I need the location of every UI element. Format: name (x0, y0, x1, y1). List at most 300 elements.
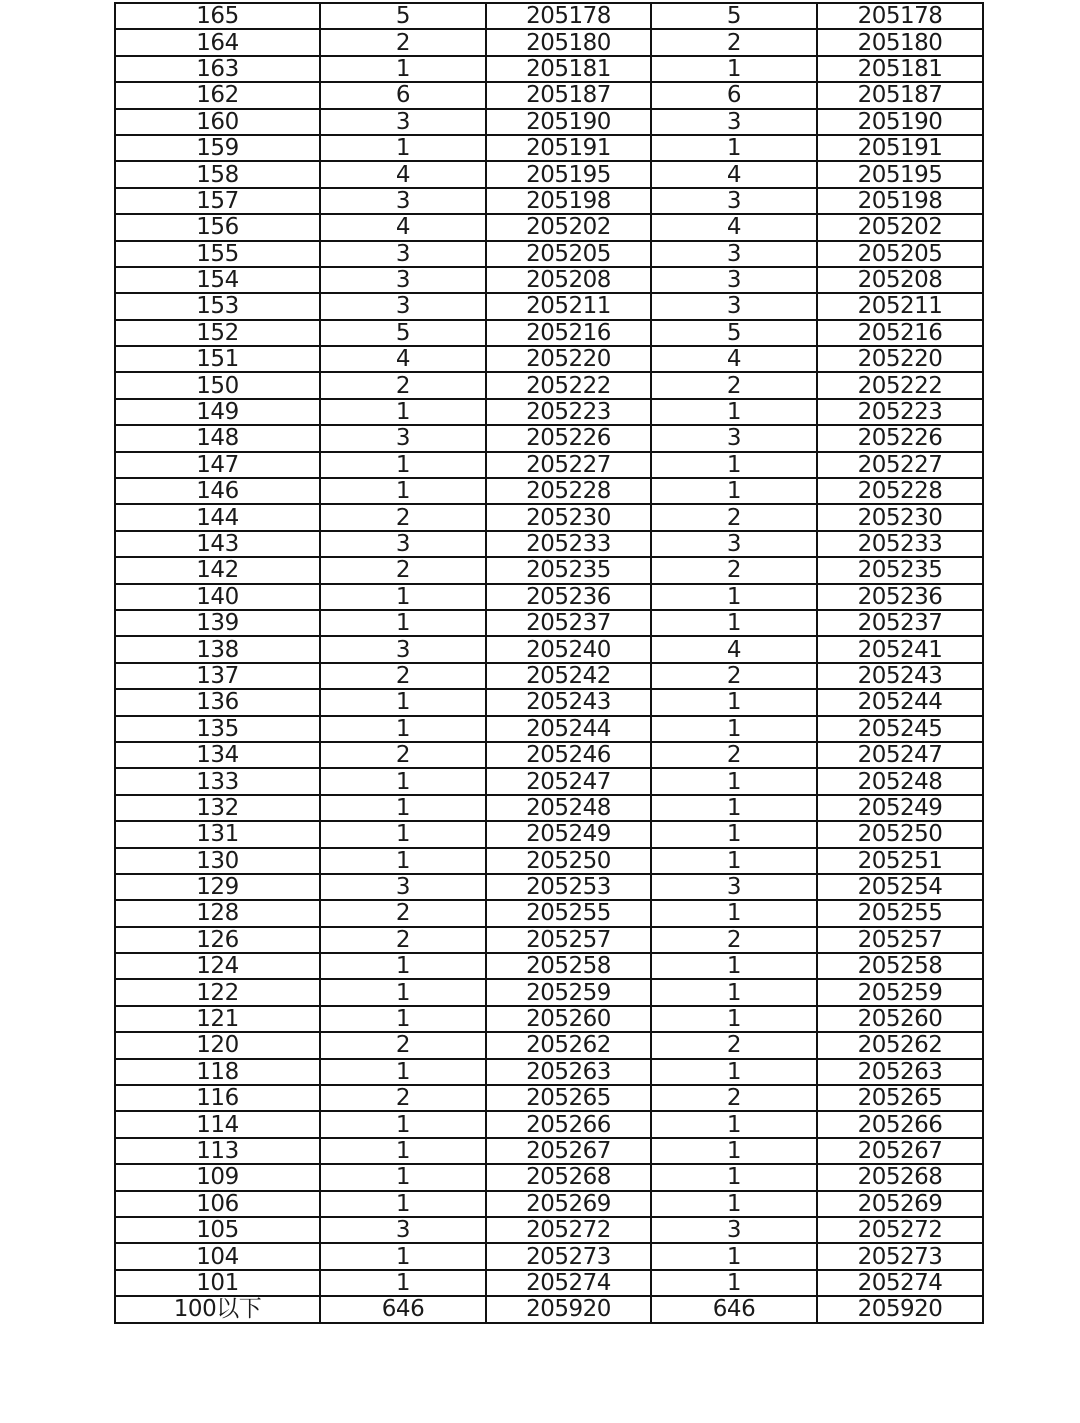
cumulative-cell: 205263 (486, 1059, 651, 1085)
cumulative-cell: 205236 (486, 584, 651, 610)
cumulative-cell: 205248 (486, 795, 651, 821)
score-cell: 136 (115, 689, 320, 715)
cumulative-cell: 205253 (486, 874, 651, 900)
count-cell: 1 (320, 1138, 486, 1164)
count-cell: 1 (320, 1164, 486, 1190)
score-cell: 106 (115, 1191, 320, 1217)
cumulative-cell-2: 205265 (817, 1085, 983, 1111)
score-cell: 104 (115, 1243, 320, 1269)
cumulative-cell-2: 205190 (817, 109, 983, 135)
cumulative-cell: 205272 (486, 1217, 651, 1243)
count-cell-2: 1 (651, 1243, 817, 1269)
score-cell: 154 (115, 267, 320, 293)
cumulative-cell-2: 205237 (817, 610, 983, 636)
table-row (115, 504, 983, 530)
count-cell-2: 4 (651, 214, 817, 240)
count-cell-2: 1 (651, 848, 817, 874)
score-cell: 156 (115, 214, 320, 240)
cumulative-cell-2: 205235 (817, 557, 983, 583)
score-cell: 146 (115, 478, 320, 504)
score-cell: 139 (115, 610, 320, 636)
cumulative-cell: 205273 (486, 1243, 651, 1269)
score-cell: 101 (115, 1270, 320, 1296)
cumulative-cell-2: 205268 (817, 1164, 983, 1190)
score-cell: 113 (115, 1138, 320, 1164)
count-cell: 1 (320, 821, 486, 847)
count-cell: 3 (320, 531, 486, 557)
cumulative-cell: 205205 (486, 241, 651, 267)
count-cell: 3 (320, 874, 486, 900)
table-row (115, 584, 983, 610)
cumulative-cell-2: 205272 (817, 1217, 983, 1243)
table-row (115, 874, 983, 900)
cumulative-cell: 205244 (486, 716, 651, 742)
count-cell: 2 (320, 557, 486, 583)
table-row (115, 293, 983, 319)
table-row (115, 267, 983, 293)
count-cell: 2 (320, 1032, 486, 1058)
cumulative-cell-2: 205222 (817, 372, 983, 398)
cumulative-cell-2: 205248 (817, 768, 983, 794)
cumulative-cell: 205255 (486, 900, 651, 926)
count-cell: 1 (320, 1006, 486, 1032)
count-cell-2: 2 (651, 504, 817, 530)
score-cell: 116 (115, 1085, 320, 1111)
score-cell: 160 (115, 109, 320, 135)
table-row (115, 29, 983, 55)
cumulative-cell: 205191 (486, 135, 651, 161)
table-row (115, 241, 983, 267)
table-row (115, 425, 983, 451)
cumulative-cell: 205211 (486, 293, 651, 319)
count-cell: 3 (320, 267, 486, 293)
cumulative-cell: 205265 (486, 1085, 651, 1111)
cumulative-cell-2: 205269 (817, 1191, 983, 1217)
count-cell: 2 (320, 372, 486, 398)
count-cell-2: 646 (651, 1296, 817, 1322)
score-cell: 165 (115, 3, 320, 29)
cumulative-cell-2: 205216 (817, 320, 983, 346)
cumulative-cell-2: 205211 (817, 293, 983, 319)
cumulative-cell: 205243 (486, 689, 651, 715)
count-cell: 1 (320, 953, 486, 979)
table-row (115, 636, 983, 662)
table-row (115, 161, 983, 187)
score-cell: 124 (115, 953, 320, 979)
score-cell: 157 (115, 188, 320, 214)
count-cell-2: 1 (651, 478, 817, 504)
cumulative-cell: 205246 (486, 742, 651, 768)
cumulative-cell: 205268 (486, 1164, 651, 1190)
score-cell: 109 (115, 1164, 320, 1190)
cumulative-cell-2: 205191 (817, 135, 983, 161)
count-cell-2: 2 (651, 29, 817, 55)
count-cell-2: 2 (651, 372, 817, 398)
count-cell: 4 (320, 214, 486, 240)
table-row (115, 214, 983, 240)
cumulative-cell: 205202 (486, 214, 651, 240)
count-cell: 1 (320, 1191, 486, 1217)
count-cell: 1 (320, 979, 486, 1005)
score-cell: 137 (115, 663, 320, 689)
table-row (115, 1270, 983, 1296)
count-cell-2: 3 (651, 874, 817, 900)
score-cell: 126 (115, 927, 320, 953)
cumulative-cell: 205247 (486, 768, 651, 794)
score-cell: 122 (115, 979, 320, 1005)
count-cell-2: 2 (651, 742, 817, 768)
count-cell-2: 5 (651, 3, 817, 29)
count-cell-2: 2 (651, 927, 817, 953)
score-cell: 162 (115, 82, 320, 108)
count-cell: 1 (320, 610, 486, 636)
table-row (115, 399, 983, 425)
score-distribution-table (114, 2, 984, 1324)
cumulative-cell-2: 205228 (817, 478, 983, 504)
score-cell: 159 (115, 135, 320, 161)
cumulative-cell: 205228 (486, 478, 651, 504)
table-row (115, 478, 983, 504)
count-cell: 1 (320, 135, 486, 161)
table-row (115, 979, 983, 1005)
table-row (115, 795, 983, 821)
count-cell: 5 (320, 3, 486, 29)
cumulative-cell-2: 205266 (817, 1111, 983, 1137)
table-row (115, 1164, 983, 1190)
count-cell-2: 4 (651, 346, 817, 372)
score-cell: 130 (115, 848, 320, 874)
cumulative-cell-2: 205178 (817, 3, 983, 29)
count-cell-2: 1 (651, 1059, 817, 1085)
count-cell-2: 2 (651, 557, 817, 583)
count-cell-2: 3 (651, 425, 817, 451)
count-cell: 3 (320, 425, 486, 451)
cumulative-cell-2: 205258 (817, 953, 983, 979)
count-cell: 2 (320, 504, 486, 530)
table-row (115, 689, 983, 715)
table-row (115, 82, 983, 108)
cumulative-cell-2: 205208 (817, 267, 983, 293)
table-row (115, 610, 983, 636)
table-body (115, 3, 983, 1323)
count-cell: 4 (320, 161, 486, 187)
table-row (115, 1243, 983, 1269)
count-cell: 1 (320, 768, 486, 794)
count-cell-2: 1 (651, 610, 817, 636)
cumulative-cell-2: 205226 (817, 425, 983, 451)
cumulative-cell-2: 205233 (817, 531, 983, 557)
cumulative-cell: 205227 (486, 452, 651, 478)
count-cell-2: 1 (651, 399, 817, 425)
cumulative-cell: 205208 (486, 267, 651, 293)
count-cell: 1 (320, 1243, 486, 1269)
count-cell-2: 1 (651, 1138, 817, 1164)
count-cell-2: 4 (651, 161, 817, 187)
cumulative-cell-2: 205262 (817, 1032, 983, 1058)
cumulative-cell: 205233 (486, 531, 651, 557)
cumulative-cell: 205235 (486, 557, 651, 583)
cumulative-cell-2: 205195 (817, 161, 983, 187)
count-cell: 1 (320, 716, 486, 742)
table-row (115, 953, 983, 979)
score-cell: 153 (115, 293, 320, 319)
table-row (115, 848, 983, 874)
cumulative-cell: 205257 (486, 927, 651, 953)
count-cell: 1 (320, 795, 486, 821)
cumulative-cell-2: 205223 (817, 399, 983, 425)
cumulative-cell-2: 205241 (817, 636, 983, 662)
count-cell: 1 (320, 1059, 486, 1085)
cumulative-cell: 205920 (486, 1296, 651, 1322)
cumulative-cell-2: 205260 (817, 1006, 983, 1032)
score-cell: 148 (115, 425, 320, 451)
score-cell: 121 (115, 1006, 320, 1032)
score-cell: 164 (115, 29, 320, 55)
score-cell: 114 (115, 1111, 320, 1137)
score-cell: 100以下 (115, 1296, 320, 1322)
count-cell-2: 1 (651, 584, 817, 610)
cumulative-cell-2: 205230 (817, 504, 983, 530)
count-cell-2: 3 (651, 1217, 817, 1243)
table-row (115, 372, 983, 398)
table-row (115, 188, 983, 214)
score-cell: 118 (115, 1059, 320, 1085)
cumulative-cell-2: 205202 (817, 214, 983, 240)
score-cell: 140 (115, 584, 320, 610)
count-cell: 2 (320, 29, 486, 55)
cumulative-cell-2: 205247 (817, 742, 983, 768)
count-cell-2: 1 (651, 1111, 817, 1137)
count-cell-2: 3 (651, 188, 817, 214)
table-row (115, 927, 983, 953)
table-row (115, 320, 983, 346)
table-row (115, 109, 983, 135)
cumulative-cell: 205237 (486, 610, 651, 636)
cumulative-cell-2: 205220 (817, 346, 983, 372)
cumulative-cell: 205250 (486, 848, 651, 874)
count-cell: 1 (320, 1111, 486, 1137)
count-cell-2: 3 (651, 109, 817, 135)
table-row (115, 821, 983, 847)
count-cell-2: 1 (651, 1191, 817, 1217)
count-cell: 646 (320, 1296, 486, 1322)
count-cell: 2 (320, 663, 486, 689)
count-cell-2: 1 (651, 1270, 817, 1296)
count-cell-2: 1 (651, 979, 817, 1005)
cumulative-cell-2: 205263 (817, 1059, 983, 1085)
table-row (115, 1217, 983, 1243)
score-cell: 143 (115, 531, 320, 557)
cumulative-cell: 205266 (486, 1111, 651, 1137)
cumulative-cell-2: 205920 (817, 1296, 983, 1322)
count-cell: 2 (320, 742, 486, 768)
table-row (115, 1296, 983, 1322)
table-row (115, 452, 983, 478)
count-cell: 3 (320, 636, 486, 662)
count-cell-2: 5 (651, 320, 817, 346)
count-cell: 1 (320, 584, 486, 610)
cumulative-cell-2: 205245 (817, 716, 983, 742)
cumulative-cell-2: 205205 (817, 241, 983, 267)
count-cell-2: 1 (651, 452, 817, 478)
score-cell: 158 (115, 161, 320, 187)
cumulative-cell: 205181 (486, 56, 651, 82)
cumulative-cell-2: 205249 (817, 795, 983, 821)
cumulative-cell: 205195 (486, 161, 651, 187)
count-cell-2: 1 (651, 900, 817, 926)
count-cell: 6 (320, 82, 486, 108)
score-cell: 120 (115, 1032, 320, 1058)
cumulative-cell: 205223 (486, 399, 651, 425)
count-cell-2: 1 (651, 768, 817, 794)
cumulative-cell-2: 205198 (817, 188, 983, 214)
score-cell: 138 (115, 636, 320, 662)
cumulative-cell-2: 205254 (817, 874, 983, 900)
count-cell: 1 (320, 689, 486, 715)
count-cell-2: 2 (651, 1032, 817, 1058)
count-cell-2: 1 (651, 716, 817, 742)
table-row (115, 3, 983, 29)
cumulative-cell-2: 205180 (817, 29, 983, 55)
cumulative-cell-2: 205250 (817, 821, 983, 847)
table-row (115, 768, 983, 794)
cumulative-cell-2: 205274 (817, 1270, 983, 1296)
cumulative-cell: 205187 (486, 82, 651, 108)
count-cell: 1 (320, 452, 486, 478)
cumulative-cell-2: 205236 (817, 584, 983, 610)
count-cell: 5 (320, 320, 486, 346)
score-cell: 128 (115, 900, 320, 926)
cumulative-cell: 205180 (486, 29, 651, 55)
cumulative-cell-2: 205255 (817, 900, 983, 926)
score-cell: 151 (115, 346, 320, 372)
score-cell: 147 (115, 452, 320, 478)
score-cell: 155 (115, 241, 320, 267)
count-cell-2: 3 (651, 267, 817, 293)
cumulative-cell: 205269 (486, 1191, 651, 1217)
score-cell: 144 (115, 504, 320, 530)
cumulative-cell: 205216 (486, 320, 651, 346)
score-cell: 134 (115, 742, 320, 768)
cumulative-cell: 205259 (486, 979, 651, 1005)
count-cell: 3 (320, 109, 486, 135)
cumulative-cell-2: 205187 (817, 82, 983, 108)
table-row (115, 557, 983, 583)
table-row (115, 346, 983, 372)
cumulative-cell-2: 205251 (817, 848, 983, 874)
cumulative-cell: 205260 (486, 1006, 651, 1032)
count-cell: 4 (320, 346, 486, 372)
count-cell-2: 1 (651, 689, 817, 715)
cumulative-cell: 205190 (486, 109, 651, 135)
table-row (115, 1006, 983, 1032)
count-cell: 3 (320, 1217, 486, 1243)
score-cell: 163 (115, 56, 320, 82)
score-cell: 150 (115, 372, 320, 398)
table-row (115, 531, 983, 557)
count-cell: 2 (320, 927, 486, 953)
count-cell-2: 6 (651, 82, 817, 108)
score-cell: 131 (115, 821, 320, 847)
cumulative-cell: 205242 (486, 663, 651, 689)
count-cell-2: 3 (651, 531, 817, 557)
cumulative-cell: 205267 (486, 1138, 651, 1164)
count-cell: 1 (320, 478, 486, 504)
table-row (115, 56, 983, 82)
count-cell: 2 (320, 1085, 486, 1111)
score-cell: 135 (115, 716, 320, 742)
cumulative-cell-2: 205243 (817, 663, 983, 689)
cumulative-cell-2: 205181 (817, 56, 983, 82)
cumulative-cell: 205226 (486, 425, 651, 451)
cumulative-cell: 205230 (486, 504, 651, 530)
score-cell: 132 (115, 795, 320, 821)
table-row (115, 742, 983, 768)
cumulative-cell-2: 205259 (817, 979, 983, 1005)
table-row (115, 1111, 983, 1137)
cumulative-cell: 205222 (486, 372, 651, 398)
count-cell: 1 (320, 399, 486, 425)
count-cell: 3 (320, 293, 486, 319)
table-row (115, 1032, 983, 1058)
score-cell: 152 (115, 320, 320, 346)
cumulative-cell-2: 205273 (817, 1243, 983, 1269)
cumulative-cell: 205220 (486, 346, 651, 372)
cumulative-cell: 205274 (486, 1270, 651, 1296)
count-cell-2: 1 (651, 821, 817, 847)
cumulative-cell-2: 205267 (817, 1138, 983, 1164)
count-cell: 1 (320, 848, 486, 874)
cumulative-cell: 205178 (486, 3, 651, 29)
cumulative-cell: 205262 (486, 1032, 651, 1058)
count-cell-2: 3 (651, 293, 817, 319)
count-cell-2: 1 (651, 1006, 817, 1032)
count-cell-2: 1 (651, 1164, 817, 1190)
score-cell: 133 (115, 768, 320, 794)
table-row (115, 1085, 983, 1111)
score-cell: 129 (115, 874, 320, 900)
table-row (115, 1191, 983, 1217)
count-cell-2: 1 (651, 56, 817, 82)
count-cell-2: 1 (651, 795, 817, 821)
count-cell-2: 2 (651, 1085, 817, 1111)
cumulative-cell: 205198 (486, 188, 651, 214)
table-row (115, 1059, 983, 1085)
count-cell: 1 (320, 1270, 486, 1296)
count-cell-2: 4 (651, 636, 817, 662)
cumulative-cell: 205240 (486, 636, 651, 662)
cumulative-cell-2: 205244 (817, 689, 983, 715)
count-cell-2: 1 (651, 953, 817, 979)
table-row (115, 1138, 983, 1164)
count-cell-2: 1 (651, 135, 817, 161)
cumulative-cell: 205249 (486, 821, 651, 847)
score-cell: 149 (115, 399, 320, 425)
cumulative-cell: 205258 (486, 953, 651, 979)
table-row (115, 900, 983, 926)
table-row (115, 663, 983, 689)
cumulative-cell-2: 205227 (817, 452, 983, 478)
count-cell: 2 (320, 900, 486, 926)
count-cell: 1 (320, 56, 486, 82)
score-cell: 105 (115, 1217, 320, 1243)
count-cell-2: 3 (651, 241, 817, 267)
score-cell: 142 (115, 557, 320, 583)
cumulative-cell-2: 205257 (817, 927, 983, 953)
table-row (115, 135, 983, 161)
count-cell: 3 (320, 188, 486, 214)
count-cell: 3 (320, 241, 486, 267)
